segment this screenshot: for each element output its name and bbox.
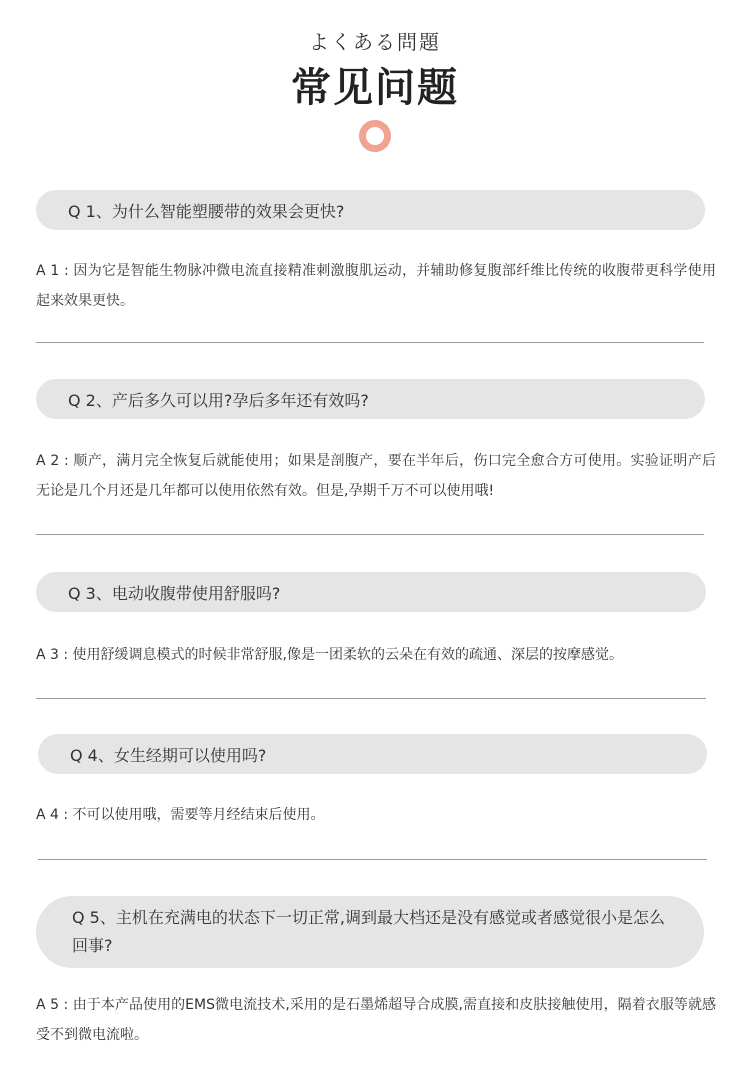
question-text: Q 5、主机在充满电的状态下一切正常,调到最大档还是没有感觉或者感觉很小是怎么回事? [72,908,665,955]
question-text: Q 1、为什么智能塑腰带的效果会更快? [68,201,345,221]
faq-divider-1 [36,342,704,343]
faq-question-4 [38,734,707,774]
page-subtitle: よくある問題 [309,30,441,54]
ring-decoration-icon [359,120,391,152]
faq-answer-1: A 1 : 因为它是智能生物脉冲微电流直接精准刺激腹肌运动，并辅助修复腹部纤维比传统的收腹带更科学使用起来效果更快。 [36,263,716,309]
faq-divider-3 [36,698,706,699]
faq-question-2 [36,379,705,419]
page-title: 常见问题 [291,65,459,111]
faq-answer-2: A 2 : 顺产，满月完全恢复后就能使用；如果是剖腹产，要在半年后，伤口完全愈合方可使用。实验证明产后无论是几个月还是几年都可以使用依然有效。但是,孕期千万不可以使用哦! [36,453,716,499]
question-text: Q 2、产后多久可以用?孕后多年还有效吗? [68,390,369,410]
faq-question-1 [36,190,705,230]
question-text: Q 3、电动收腹带使用舒服吗? [68,583,281,603]
faq-divider-2 [36,534,704,535]
faq-answer-3: A 3 : 使用舒缓调息模式的时候非常舒服,像是一团柔软的云朵在有效的疏通、深层的按摩感觉。 [36,647,623,663]
faq-answer-4: A 4 : 不可以使用哦，需要等月经结束后使用。 [36,807,325,823]
faq-answer-5: A 5 : 由于本产品使用的EMS微电流技术,采用的是石墨烯超导合成膜,需直接和皮肤接触使用，隔着衣服等就感受不到微电流啦。 [36,997,716,1043]
faq-question-5 [36,896,704,968]
faq-divider-4 [38,859,707,860]
faq-question-3 [36,572,706,612]
faq-header [0,0,750,170]
question-text: Q 4、女生经期可以使用吗? [70,745,267,765]
